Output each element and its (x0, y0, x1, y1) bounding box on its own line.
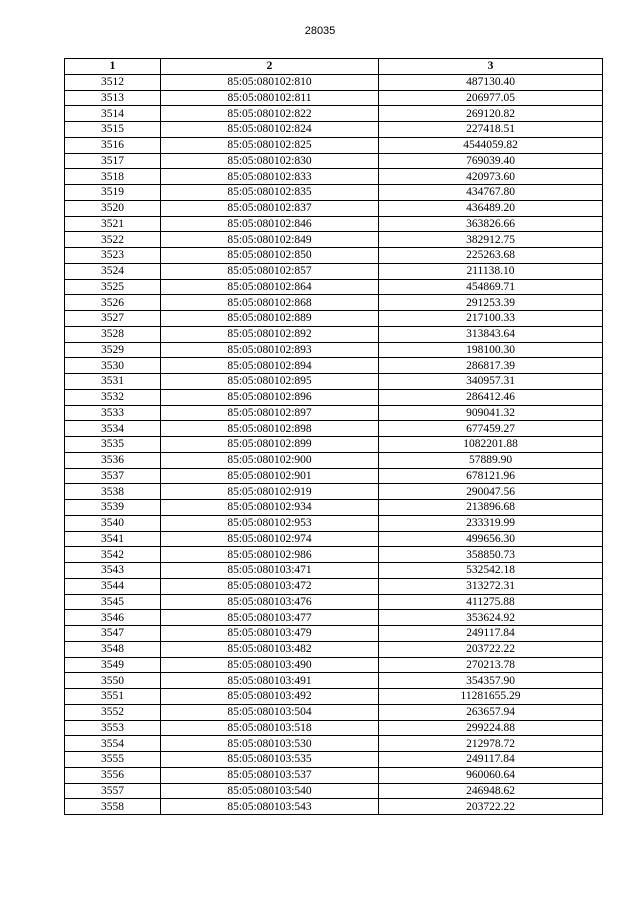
table-row (65, 578, 603, 594)
row-number-cell: 3546 (65, 610, 161, 626)
value-cell: 249117.84 (379, 752, 603, 768)
table-row (65, 500, 603, 516)
value-cell: 313843.64 (379, 326, 603, 342)
data-table (64, 58, 603, 815)
cadastral-number-cell: 85:05:080102:810 (161, 74, 379, 90)
table-row (65, 90, 603, 106)
value-cell: 909041.32 (379, 405, 603, 421)
table-row (65, 106, 603, 122)
cadastral-number-cell: 85:05:080102:898 (161, 421, 379, 437)
value-cell: 290047.56 (379, 484, 603, 500)
value-cell: 4544059.82 (379, 137, 603, 153)
row-number-cell: 3512 (65, 74, 161, 90)
table-row (65, 326, 603, 342)
table-row (65, 515, 603, 531)
cadastral-number-cell: 85:05:080102:889 (161, 311, 379, 327)
row-number-cell: 3537 (65, 468, 161, 484)
cadastral-number-cell: 85:05:080102:833 (161, 169, 379, 185)
row-number-cell: 3517 (65, 153, 161, 169)
row-number-cell: 3547 (65, 626, 161, 642)
table-row (65, 216, 603, 232)
table-row (65, 610, 603, 626)
row-number-cell: 3558 (65, 799, 161, 815)
cadastral-number-cell: 85:05:080102:822 (161, 106, 379, 122)
row-number-cell: 3535 (65, 437, 161, 453)
table-row (65, 263, 603, 279)
row-number-cell: 3518 (65, 169, 161, 185)
table-row (65, 641, 603, 657)
column-header-2: 2 (161, 59, 379, 75)
row-number-cell: 3530 (65, 358, 161, 374)
row-number-cell: 3524 (65, 263, 161, 279)
table-row (65, 437, 603, 453)
value-cell: 270213.78 (379, 657, 603, 673)
cadastral-number-cell: 85:05:080102:892 (161, 326, 379, 342)
value-cell: 211138.10 (379, 263, 603, 279)
value-cell: 382912.75 (379, 232, 603, 248)
row-number-cell: 3555 (65, 752, 161, 768)
value-cell: 420973.60 (379, 169, 603, 185)
row-number-cell: 3527 (65, 311, 161, 327)
value-cell: 263657.94 (379, 704, 603, 720)
row-number-cell: 3548 (65, 641, 161, 657)
row-number-cell: 3513 (65, 90, 161, 106)
cadastral-number-cell: 85:05:080103:476 (161, 594, 379, 610)
table-row (65, 389, 603, 405)
cadastral-number-cell: 85:05:080103:535 (161, 752, 379, 768)
value-cell: 1082201.88 (379, 437, 603, 453)
table-header (65, 59, 603, 75)
row-number-cell: 3538 (65, 484, 161, 500)
cadastral-number-cell: 85:05:080103:518 (161, 720, 379, 736)
cadastral-number-cell: 85:05:080103:492 (161, 689, 379, 705)
cadastral-number-cell: 85:05:080102:901 (161, 468, 379, 484)
page-number: 28035 (304, 25, 336, 37)
value-cell: 286817.39 (379, 358, 603, 374)
value-cell: 454869.71 (379, 279, 603, 295)
value-cell: 203722.22 (379, 641, 603, 657)
table-row (65, 657, 603, 673)
table-row (65, 279, 603, 295)
row-number-cell: 3516 (65, 137, 161, 153)
row-number-cell: 3554 (65, 736, 161, 752)
row-number-cell: 3539 (65, 500, 161, 516)
cadastral-number-cell: 85:05:080102:850 (161, 248, 379, 264)
table-row (65, 74, 603, 90)
row-number-cell: 3542 (65, 547, 161, 563)
row-number-cell: 3529 (65, 342, 161, 358)
table-row (65, 200, 603, 216)
value-cell: 11281655.29 (379, 689, 603, 705)
column-header-1: 1 (65, 59, 161, 75)
cadastral-number-cell: 85:05:080102:899 (161, 437, 379, 453)
table-row (65, 689, 603, 705)
table-row (65, 736, 603, 752)
value-cell: 227418.51 (379, 122, 603, 138)
table-row (65, 673, 603, 689)
value-cell: 434767.80 (379, 185, 603, 201)
row-number-cell: 3532 (65, 389, 161, 405)
table-row (65, 704, 603, 720)
cadastral-number-cell: 85:05:080103:530 (161, 736, 379, 752)
value-cell: 340957.31 (379, 374, 603, 390)
row-number-cell: 3536 (65, 452, 161, 468)
cadastral-number-cell: 85:05:080102:953 (161, 515, 379, 531)
row-number-cell: 3514 (65, 106, 161, 122)
cadastral-number-cell: 85:05:080102:849 (161, 232, 379, 248)
value-cell: 225263.68 (379, 248, 603, 264)
table-row (65, 153, 603, 169)
table-row (65, 767, 603, 783)
value-cell: 532542.18 (379, 563, 603, 579)
table-row (65, 752, 603, 768)
row-number-cell: 3551 (65, 689, 161, 705)
cadastral-number-cell: 85:05:080102:835 (161, 185, 379, 201)
value-cell: 769039.40 (379, 153, 603, 169)
cadastral-number-cell: 85:05:080102:811 (161, 90, 379, 106)
value-cell: 203722.22 (379, 799, 603, 815)
table-row (65, 358, 603, 374)
row-number-cell: 3545 (65, 594, 161, 610)
row-number-cell: 3540 (65, 515, 161, 531)
cadastral-number-cell: 85:05:080102:896 (161, 389, 379, 405)
table-row (65, 374, 603, 390)
row-number-cell: 3553 (65, 720, 161, 736)
cadastral-number-cell: 85:05:080102:895 (161, 374, 379, 390)
row-number-cell: 3550 (65, 673, 161, 689)
cadastral-number-cell: 85:05:080102:919 (161, 484, 379, 500)
row-number-cell: 3556 (65, 767, 161, 783)
value-cell: 269120.82 (379, 106, 603, 122)
table-row (65, 484, 603, 500)
cadastral-number-cell: 85:05:080102:864 (161, 279, 379, 295)
value-cell: 217100.33 (379, 311, 603, 327)
cadastral-number-cell: 85:05:080102:974 (161, 531, 379, 547)
table-row (65, 594, 603, 610)
value-cell: 299224.88 (379, 720, 603, 736)
cadastral-number-cell: 85:05:080102:897 (161, 405, 379, 421)
table-row (65, 232, 603, 248)
value-cell: 436489.20 (379, 200, 603, 216)
header-row (65, 59, 603, 75)
cadastral-number-cell: 85:05:080103:472 (161, 578, 379, 594)
cadastral-number-cell: 85:05:080102:837 (161, 200, 379, 216)
value-cell: 353624.92 (379, 610, 603, 626)
table-row (65, 547, 603, 563)
table-row (65, 295, 603, 311)
table-row (65, 783, 603, 799)
cadastral-number-cell: 85:05:080103:477 (161, 610, 379, 626)
cadastral-number-cell: 85:05:080102:830 (161, 153, 379, 169)
value-cell: 291253.39 (379, 295, 603, 311)
value-cell: 354357.90 (379, 673, 603, 689)
table-row (65, 720, 603, 736)
cadastral-number-cell: 85:05:080103:471 (161, 563, 379, 579)
value-cell: 678121.96 (379, 468, 603, 484)
row-number-cell: 3521 (65, 216, 161, 232)
table-row (65, 531, 603, 547)
cadastral-number-cell: 85:05:080103:504 (161, 704, 379, 720)
column-header-3: 3 (379, 59, 603, 75)
value-cell: 499656.30 (379, 531, 603, 547)
table-row (65, 169, 603, 185)
value-cell: 212978.72 (379, 736, 603, 752)
value-cell: 249117.84 (379, 626, 603, 642)
cadastral-number-cell: 85:05:080102:900 (161, 452, 379, 468)
row-number-cell: 3541 (65, 531, 161, 547)
table-row (65, 311, 603, 327)
row-number-cell: 3549 (65, 657, 161, 673)
table-row (65, 452, 603, 468)
cadastral-number-cell: 85:05:080103:543 (161, 799, 379, 815)
cadastral-number-cell: 85:05:080102:825 (161, 137, 379, 153)
row-number-cell: 3557 (65, 783, 161, 799)
value-cell: 57889.90 (379, 452, 603, 468)
value-cell: 677459.27 (379, 421, 603, 437)
cadastral-number-cell: 85:05:080102:893 (161, 342, 379, 358)
row-number-cell: 3552 (65, 704, 161, 720)
value-cell: 198100.30 (379, 342, 603, 358)
row-number-cell: 3528 (65, 326, 161, 342)
table-row (65, 137, 603, 153)
value-cell: 313272.31 (379, 578, 603, 594)
row-number-cell: 3515 (65, 122, 161, 138)
value-cell: 411275.88 (379, 594, 603, 610)
cadastral-number-cell: 85:05:080103:537 (161, 767, 379, 783)
row-number-cell: 3519 (65, 185, 161, 201)
value-cell: 206977.05 (379, 90, 603, 106)
value-cell: 363826.66 (379, 216, 603, 232)
row-number-cell: 3534 (65, 421, 161, 437)
table-row (65, 421, 603, 437)
cadastral-number-cell: 85:05:080103:479 (161, 626, 379, 642)
row-number-cell: 3543 (65, 563, 161, 579)
value-cell: 213896.68 (379, 500, 603, 516)
row-number-cell: 3531 (65, 374, 161, 390)
cadastral-number-cell: 85:05:080102:868 (161, 295, 379, 311)
table-row (65, 626, 603, 642)
value-cell: 358850.73 (379, 547, 603, 563)
cadastral-number-cell: 85:05:080102:846 (161, 216, 379, 232)
value-cell: 286412.46 (379, 389, 603, 405)
row-number-cell: 3525 (65, 279, 161, 295)
row-number-cell: 3526 (65, 295, 161, 311)
table-row (65, 342, 603, 358)
table-row (65, 185, 603, 201)
table-row (65, 468, 603, 484)
cadastral-number-cell: 85:05:080103:482 (161, 641, 379, 657)
cadastral-number-cell: 85:05:080102:986 (161, 547, 379, 563)
cadastral-number-cell: 85:05:080102:894 (161, 358, 379, 374)
cadastral-number-cell: 85:05:080103:540 (161, 783, 379, 799)
value-cell: 246948.62 (379, 783, 603, 799)
cadastral-number-cell: 85:05:080103:490 (161, 657, 379, 673)
row-number-cell: 3520 (65, 200, 161, 216)
row-number-cell: 3544 (65, 578, 161, 594)
table-row (65, 799, 603, 815)
table-body (65, 74, 603, 814)
row-number-cell: 3533 (65, 405, 161, 421)
table-row (65, 563, 603, 579)
cadastral-number-cell: 85:05:080102:857 (161, 263, 379, 279)
table-row (65, 248, 603, 264)
row-number-cell: 3522 (65, 232, 161, 248)
value-cell: 960060.64 (379, 767, 603, 783)
row-number-cell: 3523 (65, 248, 161, 264)
table-row (65, 122, 603, 138)
table-row (65, 405, 603, 421)
cadastral-number-cell: 85:05:080102:934 (161, 500, 379, 516)
cadastral-number-cell: 85:05:080103:491 (161, 673, 379, 689)
cadastral-number-cell: 85:05:080102:824 (161, 122, 379, 138)
value-cell: 233319.99 (379, 515, 603, 531)
value-cell: 487130.40 (379, 74, 603, 90)
